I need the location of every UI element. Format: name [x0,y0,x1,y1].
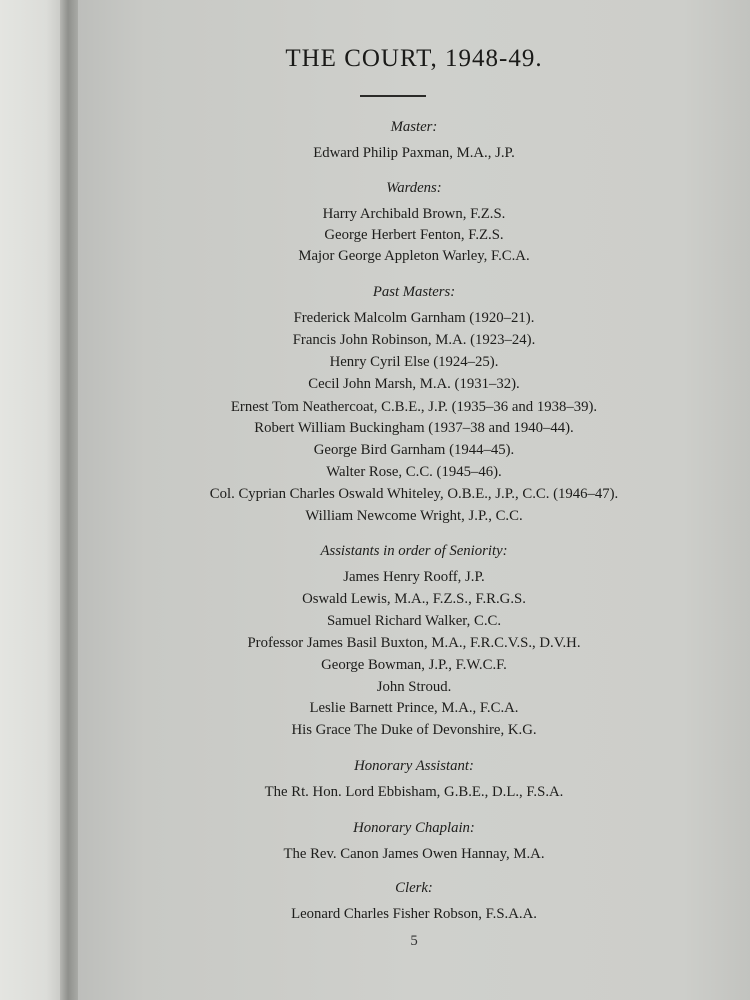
honorary-assistant-heading: Honorary Assistant: [354,758,474,774]
past-master-entry: Ernest Tom Neathercoat, C.B.E., J.P. (1935–36 and 1938–39). [230,399,598,415]
past-master-entry: George Bird Garnham (1944–45). [313,442,515,458]
assistant-entry: Professor James Basil Buxton, M.A., F.R.C.V.S., D.V.H. [247,635,581,651]
assistant-entry: Oswald Lewis, M.A., F.Z.S., F.R.G.S. [302,591,526,607]
warden-entry: George Herbert Fenton, F.Z.S. [324,227,504,243]
page-title: THE COURT, 1948-49. [285,45,543,72]
assistant-entry: James Henry Rooff, J.P. [343,569,485,585]
master-name: Edward Philip Paxman, M.A., J.P. [313,145,515,161]
assistant-entry: George Bowman, J.P., F.W.C.F. [321,657,507,673]
title-rule [360,95,426,97]
honorary-chaplain-name: The Rev. Canon James Owen Hannay, M.A. [283,846,545,862]
page-number: 5 [410,933,418,949]
assistant-entry: His Grace The Duke of Devonshire, K.G. [291,722,537,738]
clerk-heading: Clerk: [395,880,433,896]
assistant-entry: John Stroud. [376,679,452,695]
past-master-entry: William Newcome Wright, J.P., C.C. [305,508,523,524]
master-heading: Master: [390,119,438,135]
past-master-entry: Robert William Buckingham (1937–38 and 1940–44). [254,420,574,436]
facing-page-edge [0,0,66,1000]
past-master-entry: Col. Cyprian Charles Oswald Whiteley, O.B.E., J.P., C.C. (1946–47). [209,486,619,502]
past-master-entry: Frederick Malcolm Garnham (1920–21). [293,310,535,326]
warden-entry: Major George Appleton Warley, F.C.A. [298,248,530,264]
assistants-heading: Assistants in order of Seniority: [320,543,508,559]
past-masters-heading: Past Masters: [372,284,456,300]
warden-entry: Harry Archibald Brown, F.Z.S. [322,206,506,222]
page-content [78,0,750,1000]
assistant-entry: Leslie Barnett Prince, M.A., F.C.A. [309,700,519,716]
past-master-entry: Cecil John Marsh, M.A. (1931–32). [308,376,520,392]
past-master-entry: Francis John Robinson, M.A. (1923–24). [292,332,536,348]
wardens-heading: Wardens: [386,180,442,196]
clerk-name: Leonard Charles Fisher Robson, F.S.A.A. [291,906,537,922]
past-master-entry: Henry Cyril Else (1924–25). [329,354,499,370]
book-gutter [60,0,78,1000]
past-master-entry: Walter Rose, C.C. (1945–46). [326,464,502,480]
book-page [78,0,750,1000]
honorary-chaplain-heading: Honorary Chaplain: [353,820,475,836]
assistant-entry: Samuel Richard Walker, C.C. [326,613,502,629]
honorary-assistant-name: The Rt. Hon. Lord Ebbisham, G.B.E., D.L., F.S.A. [264,784,564,800]
